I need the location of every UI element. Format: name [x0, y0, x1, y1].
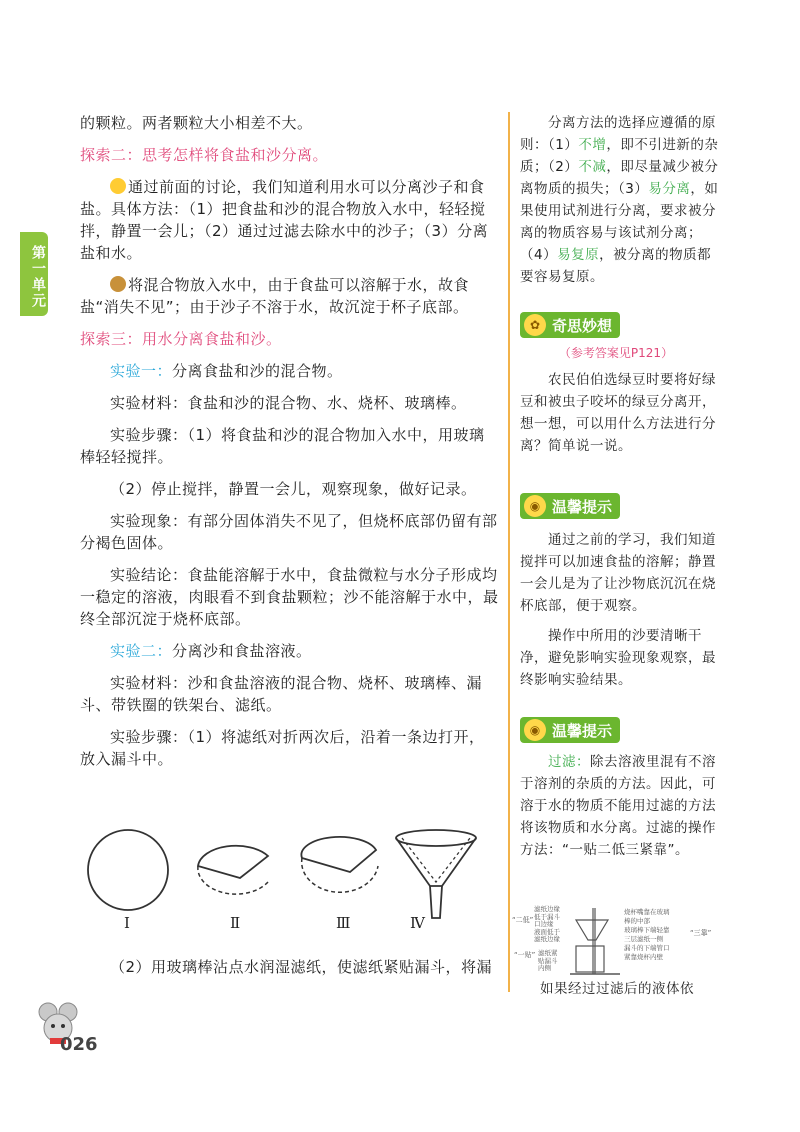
- owl-icon: ◉: [524, 719, 546, 741]
- diagram-yi: “一贴”: [514, 951, 536, 959]
- exp2-materials: 实验材料：沙和食盐溶液的混合物、烧杯、玻璃棒、漏斗、带铁圈的铁架台、滤纸。: [80, 674, 483, 714]
- exp1-phenomenon: 实验现象：有部分固体消失不见了，但烧杯底部仍留有部分褐色固体。: [80, 512, 498, 552]
- diagram-left: 滤纸边缘 低于漏斗 口边缘 液面低于 滤纸边缘: [534, 905, 560, 943]
- fig-label-2: Ⅱ: [230, 914, 241, 932]
- owl-icon: ◉: [524, 495, 546, 517]
- diagram-yi-text: 滤纸紧 贴漏斗 内侧: [538, 949, 558, 972]
- diagram-right: 烧杯嘴靠在玻璃 棒的中部 玻璃棒下端轻靠 三层滤纸一侧 漏斗的下端管口 紧靠烧杯内壁: [624, 908, 670, 961]
- explore-3-heading: 探索三：用水分离食盐和沙。: [80, 330, 282, 348]
- exp1-heading: 实验一：分离食盐和沙的混合物。: [110, 362, 343, 380]
- diagram-er: “二低”: [512, 916, 534, 924]
- quarter-fold-dashed: [302, 858, 378, 892]
- unit-tab: 第一单元: [20, 232, 48, 316]
- quarter-fold: [301, 837, 376, 872]
- tip1-banner: ◉ 温馨提示: [520, 493, 620, 519]
- flower-icon: ✿: [524, 314, 546, 336]
- funnel-rim: [396, 830, 476, 846]
- sidebar: [508, 112, 722, 992]
- side-last-line: 如果经过过滤后的液体依: [540, 981, 694, 997]
- tip2-banner: ◉ 温馨提示: [520, 717, 620, 743]
- funnel-stem: [430, 886, 442, 918]
- half-fold-dashed: [198, 866, 268, 894]
- circle-paper: [88, 830, 168, 910]
- principle-text: 分离方法的选择应遵循的原则：（1）不增，即不引进新的杂质；（2）不减，即尽量减少被分离物质的损失；（3）易分离，如果使用试剂进行分离，要求被分离的物质容易与该试剂分离；（4）易复原，被分离的物质都要容易复原。: [520, 115, 719, 285]
- filter-folding-diagram: [80, 826, 500, 936]
- filtration-diagram: [512, 906, 722, 978]
- qisi-ref: （参考答案见P121）: [558, 346, 674, 360]
- half-fold: [198, 846, 268, 878]
- smiley-icon: [110, 178, 126, 194]
- tip2-text: 过滤：除去溶液里混有不溶于溶剂的杂质的方法。因此，可溶于水的物质不能用过滤的方法将该物质和水分离。过滤的操作方法：“一贴二低三紧靠”。: [520, 754, 716, 858]
- qisi-banner: ✿ 奇思妙想: [520, 312, 620, 338]
- exp2-heading: 实验二：分离沙和食盐溶液。: [110, 642, 312, 660]
- tip1-section: [510, 493, 722, 691]
- filter-paper-figure: [80, 826, 500, 936]
- paragraph-method: 通过前面的讨论，我们知道利用水可以分离沙子和食盐。具体方法：（1）把食盐和沙的混合物放入水中，轻轻搅拌，静置一会儿；（2）通过过滤去除水中的沙子；（3）分离盐和水。: [80, 178, 489, 262]
- main-column: [80, 112, 500, 780]
- fig-label-4: Ⅳ: [410, 914, 425, 932]
- qisi-text: 农民伯伯选绿豆时要将好绿豆和被虫子咬坏的绿豆分离开，想一想，可以用什么方法进行分离？简单说一说。: [520, 372, 716, 454]
- qisi-section: [510, 312, 722, 457]
- fig-label-3: Ⅲ: [336, 914, 351, 932]
- tip1-p2: 操作中所用的沙要清晰干净，避免影响实验现象观察，最终影响实验结果。: [520, 628, 716, 688]
- exp1-materials: 实验材料：食盐和沙的混合物、水、烧杯、玻璃棒。: [110, 394, 467, 412]
- exp1-steps: 实验步骤：（1）将食盐和沙的混合物加入水中，用玻璃棒轻轻搅拌。: [80, 426, 485, 466]
- diagram-san: “三靠”: [690, 929, 712, 937]
- fig-label-1: Ⅰ: [124, 914, 130, 932]
- tip1-p1: 通过之前的学习，我们知道搅拌可以加速食盐的溶解；静置一会儿是为了让沙物底沉沉在烧杯底部，便于观察。: [520, 532, 716, 614]
- exp2-steps: 实验步骤：（1）将滤纸对折两次后，沿着一条边打开，放入漏斗中。: [80, 728, 485, 768]
- exp2-step2: （2）用玻璃棒沾点水润湿滤纸，使滤纸紧贴漏斗，将漏: [110, 958, 493, 976]
- exp1-step2: （2）停止搅拌，静置一会儿，观察现象，做好记录。: [110, 480, 477, 498]
- exp1-conclusion: 实验结论：食盐能溶解于水中，食盐微粒与水分子形成均一稳定的溶液，肉眼看不到食盐颗粒；沙不能溶解于水中，最终全部沉淀于烧杯底部。: [80, 566, 499, 628]
- explore-2-heading: 探索二：思考怎样将食盐和沙分离。: [80, 146, 329, 164]
- tip2-section: [510, 717, 722, 861]
- graduate-icon: [110, 276, 126, 292]
- page-number: 026: [60, 1034, 98, 1055]
- paragraph-explanation: 将混合物放入水中，由于食盐可以溶解于水，故食盐“消失不见”；由于沙子不溶于水，故沉淀于杯子底部。: [80, 276, 470, 316]
- paragraph-1: 的颗粒。两者颗粒大小相差不大。: [80, 114, 313, 132]
